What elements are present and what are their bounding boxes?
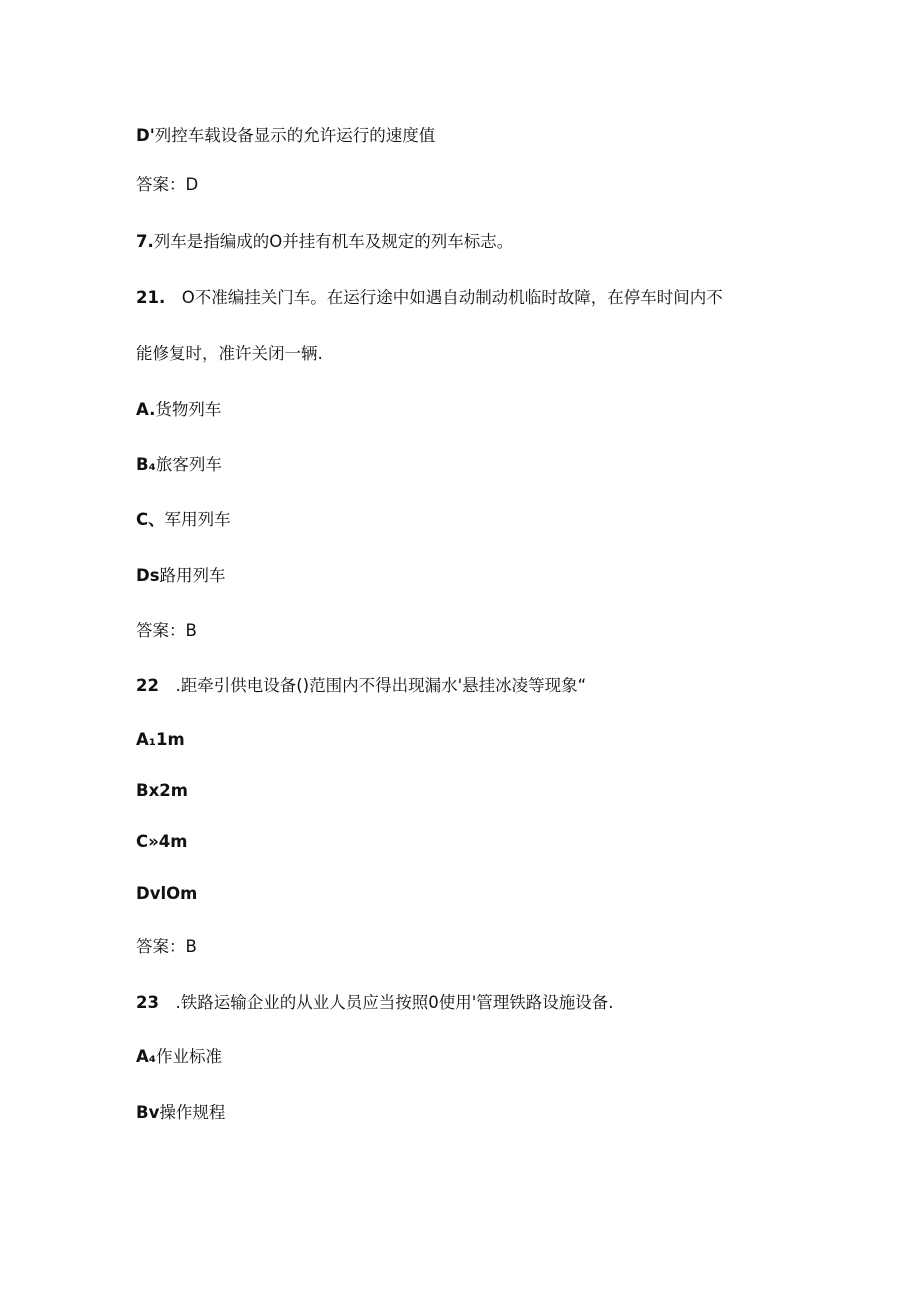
question-22-option-a: A₁1m bbox=[136, 730, 185, 749]
question-21-option-d: Ds路用列车 bbox=[136, 566, 226, 585]
answer-previous-question: 答案：D bbox=[136, 175, 199, 194]
question-22-answer: 答案：B bbox=[136, 937, 197, 956]
question-22-option-b: Bx2m bbox=[136, 781, 188, 800]
question-21-option-a: A.货物列车 bbox=[136, 400, 222, 419]
question-23-option-b: Bv操作规程 bbox=[136, 1103, 226, 1122]
question-21-answer: 答案：B bbox=[136, 621, 197, 640]
question-22-text: 22 .距牵引供电设备()范围内不得出现漏水'悬挂冰凌等现象“ bbox=[136, 676, 587, 695]
question-22-option-c: C»4m bbox=[136, 832, 188, 851]
question-21-text: 21. O不准编挂关门车。在运行途中如遇自动制动机临时故障，在停车时间内不 bbox=[136, 288, 723, 307]
question-7-text: 7.列车是指编成的O并挂有机车及规定的列车标志。 bbox=[136, 232, 514, 251]
question-21-option-c: C、军用列车 bbox=[136, 510, 231, 529]
question-23-option-a: A₄作业标准 bbox=[136, 1047, 222, 1066]
question-22-option-d: DvlOm bbox=[136, 884, 198, 903]
question-21-text-continued: 能修复时，准许关闭一辆. bbox=[136, 344, 323, 363]
question-23-text: 23 .铁路运输企业的从业人员应当按照0使用'管理铁路设施设备. bbox=[136, 993, 614, 1012]
question-21-option-b: B₄旅客列车 bbox=[136, 455, 222, 474]
option-d-previous-question: D'列控车载设备显示的允许运行的速度值 bbox=[136, 126, 436, 145]
